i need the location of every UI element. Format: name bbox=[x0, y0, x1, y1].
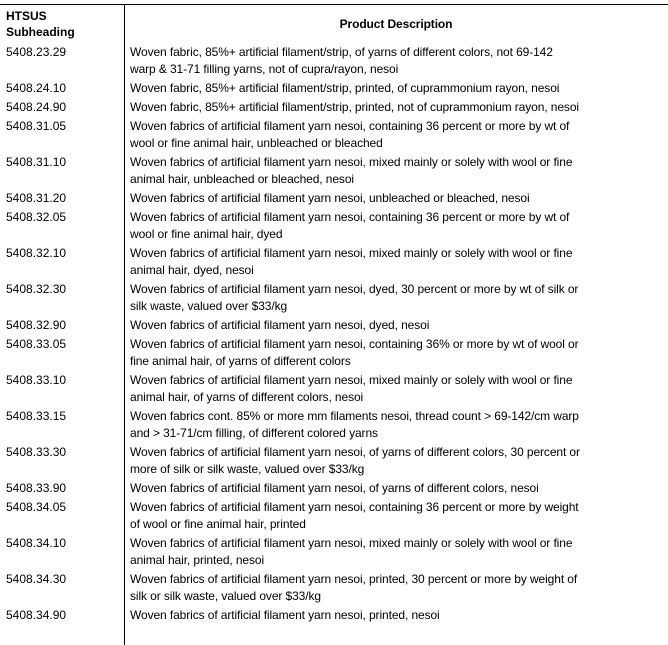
table-body bbox=[0, 43, 668, 625]
subheading-code: 5408.32.05 bbox=[6, 210, 67, 224]
product-description bbox=[124, 118, 569, 152]
description-line: Woven fabrics of artificial filament yarn nesoi, mixed mainly or solely with wool or fine bbox=[130, 155, 573, 169]
table-row bbox=[0, 153, 668, 189]
subheading-code: 5408.31.10 bbox=[6, 155, 67, 169]
description-line: of wool or fine animal hair, printed bbox=[130, 517, 306, 531]
table-row bbox=[0, 189, 668, 208]
product-description bbox=[124, 190, 530, 207]
product-description bbox=[124, 99, 579, 116]
table-row bbox=[0, 479, 668, 498]
header-subheading bbox=[0, 8, 124, 40]
description-line: Woven fabrics of artificial filament yarn nesoi, containing 36 percent or more by wt of bbox=[130, 210, 570, 224]
product-description bbox=[124, 154, 572, 188]
product-description bbox=[124, 372, 572, 406]
description-line: Woven fabrics of artificial filament yarn nesoi, mixed mainly or solely with wool or fine bbox=[130, 536, 573, 550]
subheading-code: 5408.33.15 bbox=[6, 409, 67, 423]
table-row bbox=[0, 280, 668, 316]
product-description bbox=[124, 499, 579, 533]
description-line: Woven fabric, 85%+ artificial filament/strip, of yarns of different colors, not 69-142 bbox=[130, 45, 553, 59]
description-line: animal hair, printed, nesoi bbox=[130, 553, 265, 567]
subheading-code: 5408.31.05 bbox=[6, 119, 67, 133]
product-description bbox=[124, 336, 579, 370]
description-line: and > 31-71/cm filling, of different colored yarns bbox=[130, 426, 378, 440]
description-line: wool or fine animal hair, dyed bbox=[130, 227, 283, 241]
product-description bbox=[124, 44, 553, 78]
description-line: more of silk or silk waste, valued over $33/kg bbox=[130, 462, 365, 476]
table-row bbox=[0, 208, 668, 244]
product-description bbox=[124, 245, 572, 279]
description-line: Woven fabrics of artificial filament yarn nesoi, printed, nesoi bbox=[130, 608, 440, 622]
description-line: Woven fabric, 85%+ artificial filament/strip, printed, not of cuprammonium rayon, nesoi bbox=[130, 100, 579, 114]
description-line: Woven fabrics of artificial filament yarn nesoi, of yarns of different colors, 30 percent or bbox=[130, 445, 580, 459]
product-description bbox=[124, 535, 572, 569]
subheading-code: 5408.33.90 bbox=[6, 481, 67, 495]
description-line: silk waste, valued over $33/kg bbox=[130, 299, 288, 313]
subheading-code: 5408.23.29 bbox=[6, 45, 67, 59]
description-line: silk or silk waste, valued over $33/kg bbox=[130, 589, 321, 603]
subheading-code: 5408.32.90 bbox=[6, 318, 67, 332]
product-description bbox=[124, 281, 578, 315]
table-row bbox=[0, 79, 668, 98]
product-description bbox=[124, 444, 580, 478]
description-line: animal hair, of yarns of different colors, nesoi bbox=[130, 390, 364, 404]
description-line: Woven fabrics of artificial filament yarn nesoi, dyed, 30 percent or more by wt of silk or bbox=[130, 282, 579, 296]
subheading-code: 5408.24.10 bbox=[6, 81, 67, 95]
description-line: Woven fabrics of artificial filament yarn nesoi, unbleached or bleached, nesoi bbox=[130, 191, 530, 205]
product-description bbox=[124, 209, 569, 243]
subheading-code: 5408.33.05 bbox=[6, 337, 67, 351]
description-line: Woven fabrics of artificial filament yarn nesoi, dyed, nesoi bbox=[130, 318, 430, 332]
table-row bbox=[0, 335, 668, 371]
product-description bbox=[124, 80, 559, 97]
subheading-code: 5408.33.10 bbox=[6, 373, 67, 387]
table-row bbox=[0, 443, 668, 479]
header-subheading-line2: Subheading bbox=[6, 25, 75, 39]
description-line: Woven fabric, 85%+ artificial filament/strip, printed, of cuprammonium rayon, nesoi bbox=[130, 81, 560, 95]
table-row bbox=[0, 316, 668, 335]
table-row bbox=[0, 98, 668, 117]
description-line: Woven fabrics of artificial filament yarn nesoi, containing 36% or more by wt of wool or bbox=[130, 337, 579, 351]
product-description bbox=[124, 480, 539, 497]
table-row bbox=[0, 371, 668, 407]
description-line: animal hair, unbleached or bleached, nesoi bbox=[130, 172, 354, 186]
description-line: animal hair, dyed, nesoi bbox=[130, 263, 254, 277]
table-row bbox=[0, 117, 668, 153]
subheading-code: 5408.34.30 bbox=[6, 572, 67, 586]
htsus-table bbox=[0, 4, 668, 625]
subheading-code: 5408.24.90 bbox=[6, 100, 67, 114]
description-line: fine animal hair, of yarns of different colors bbox=[130, 354, 351, 368]
table-row bbox=[0, 570, 668, 606]
product-description bbox=[124, 571, 577, 605]
description-line: Woven fabrics cont. 85% or more mm filaments nesoi, thread count > 69-142/cm warp bbox=[130, 409, 579, 423]
table-row bbox=[0, 407, 668, 443]
header-subheading-line1: HTSUS bbox=[6, 9, 47, 23]
description-line: wool or fine animal hair, unbleached or bleached bbox=[130, 136, 383, 150]
subheading-code: 5408.32.10 bbox=[6, 246, 67, 260]
product-description bbox=[124, 408, 579, 442]
header-product-description: Product Description bbox=[339, 16, 453, 31]
subheading-code: 5408.33.30 bbox=[6, 445, 67, 459]
table-row bbox=[0, 498, 668, 534]
subheading-code: 5408.34.90 bbox=[6, 608, 67, 622]
product-description bbox=[124, 317, 429, 334]
subheading-code: 5408.34.05 bbox=[6, 500, 67, 514]
table-header-row bbox=[0, 5, 668, 43]
description-line: warp & 31-71 filling yarns, not of cupra/rayon, nesoi bbox=[130, 62, 399, 76]
subheading-code: 5408.32.30 bbox=[6, 282, 67, 296]
subheading-code: 5408.31.20 bbox=[6, 191, 67, 205]
table-row bbox=[0, 534, 668, 570]
subheading-code: 5408.34.10 bbox=[6, 536, 67, 550]
description-line: Woven fabrics of artificial filament yarn nesoi, of yarns of different colors, nesoi bbox=[130, 481, 539, 495]
description-line: Woven fabrics of artificial filament yarn nesoi, printed, 30 percent or more by weight of bbox=[130, 572, 578, 586]
description-line: Woven fabrics of artificial filament yarn nesoi, containing 36 percent or more by wt of bbox=[130, 119, 570, 133]
description-line: Woven fabrics of artificial filament yarn nesoi, mixed mainly or solely with wool or fine bbox=[130, 246, 573, 260]
table-row bbox=[0, 43, 668, 79]
description-line: Woven fabrics of artificial filament yarn nesoi, containing 36 percent or more by weight bbox=[130, 500, 579, 514]
description-line: Woven fabrics of artificial filament yarn nesoi, mixed mainly or solely with wool or fine bbox=[130, 373, 573, 387]
table-row bbox=[0, 244, 668, 280]
